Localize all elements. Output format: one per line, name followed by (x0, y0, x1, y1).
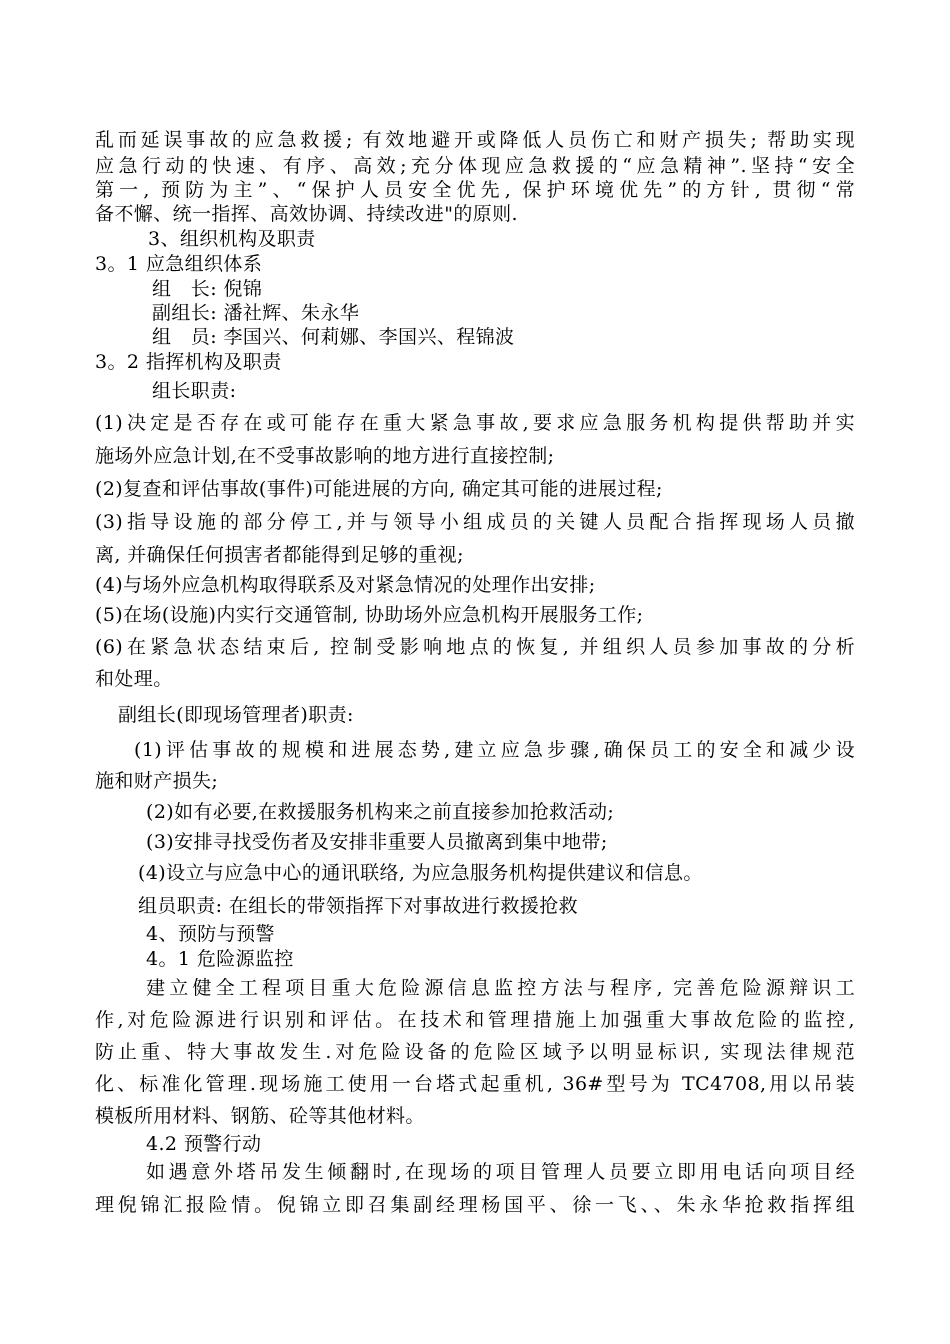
list-item: 离, 并确保任何损害者都能得到足够的重视; (95, 544, 464, 566)
paragraph-line: 备不懈、统一指挥、高效协调、持续改进"的原则. (95, 203, 518, 225)
list-item: (2)复查和评估事故(事件)可能进展的方向, 确定其可能的进展过程; (95, 478, 663, 500)
section-heading: 4、预防与预警 (146, 923, 275, 945)
role-heading: 副组长(即现场管理者)职责: (118, 704, 354, 726)
paragraph-line: 防止重、特大事故发生.对危险设备的危险区域予以明显标识, 实现法律规范 (95, 1041, 855, 1063)
subsection-heading: 4.2 预警行动 (146, 1133, 262, 1155)
team-deputy: 副组长: 潘社辉、朱永华 (152, 302, 360, 324)
paragraph-line: 应急行动的快速、有序、高效;充分体现应急救援的“应急精神”.坚持“安全 (95, 155, 855, 177)
paragraph-line: 乱而延误事故的应急救援; 有效地避开或降低人员伤亡和财产损失; 帮助实现 (95, 129, 855, 151)
subsection-heading: 4。1 危险源监控 (146, 948, 294, 970)
list-item: (4)与场外应急机构取得联系及对紧急情况的处理作出安排; (95, 574, 596, 596)
paragraph-line: 模板所用材料、钢筋、砼等其他材料。 (95, 1105, 425, 1127)
paragraph-line: 理倪锦汇报险情。倪锦立即召集副经理杨国平、徐一飞、、朱永华抢救指挥组 (95, 1194, 855, 1216)
list-item: (6)在紧急状态结束后, 控制受影响地点的恢复, 并组织人员参加事故的分析 (95, 636, 855, 658)
list-item: 施和财产损失; (95, 770, 219, 792)
list-item: (3)指导设施的部分停工,并与领导小组成员的关键人员配合指挥现场人员撤 (95, 511, 855, 533)
list-item: (4)设立与应急中心的通讯联络, 为应急服务机构提供建议和信息。 (138, 862, 703, 884)
list-item: (3)安排寻找受伤者及安排非重要人员撤离到集中地带; (146, 831, 608, 853)
subsection-heading: 3。1 应急组织体系 (95, 253, 263, 275)
paragraph-line: 化、标准化管理.现场施工使用一台塔式起重机, 36#型号为 TC4708,用以吊装 (95, 1073, 855, 1095)
role-heading: 组长职责: (152, 380, 237, 402)
list-item: (5)在场(设施)内实行交通管制, 协助场外应急机构开展服务工作; (95, 604, 644, 626)
role-heading: 组员职责: 在组长的带领指挥下对事故进行救援抢救 (138, 895, 579, 917)
paragraph-line: 作,对危险源进行识别和评估。在技术和管理措施上加强重大事故危险的监控, (95, 1009, 855, 1031)
subsection-heading: 3。2 指挥机构及职责 (95, 351, 282, 373)
team-members: 组 员: 李国兴、何莉娜、李国兴、程锦波 (152, 326, 515, 348)
list-item: (2)如有必要,在救援服务机构来之前直接参加抢救活动; (146, 801, 615, 823)
list-item: 和处理。 (95, 668, 173, 690)
paragraph-line: 第一, 预防为主”、“保护人员安全优先, 保护环境优先”的方针, 贯彻“常 (95, 179, 855, 201)
list-item: (1)评估事故的规模和进展态势,建立应急步骤,确保员工的安全和减少设 (134, 739, 855, 761)
team-leader: 组 长: 倪锦 (152, 278, 263, 300)
paragraph-line: 建立健全工程项目重大危险源信息监控方法与程序, 完善危险源辩识工 (146, 977, 855, 999)
list-item: (1)决定是否存在或可能存在重大紧急事故,要求应急服务机构提供帮助并实 (95, 412, 855, 434)
paragraph-line: 如遇意外塔吊发生倾翻时,在现场的项目管理人员要立即用电话向项目经 (146, 1161, 855, 1183)
section-heading: 3、组织机构及职责 (148, 228, 316, 250)
list-item: 施场外应急计划,在不受事故影响的地方进行直接控制; (95, 445, 555, 467)
